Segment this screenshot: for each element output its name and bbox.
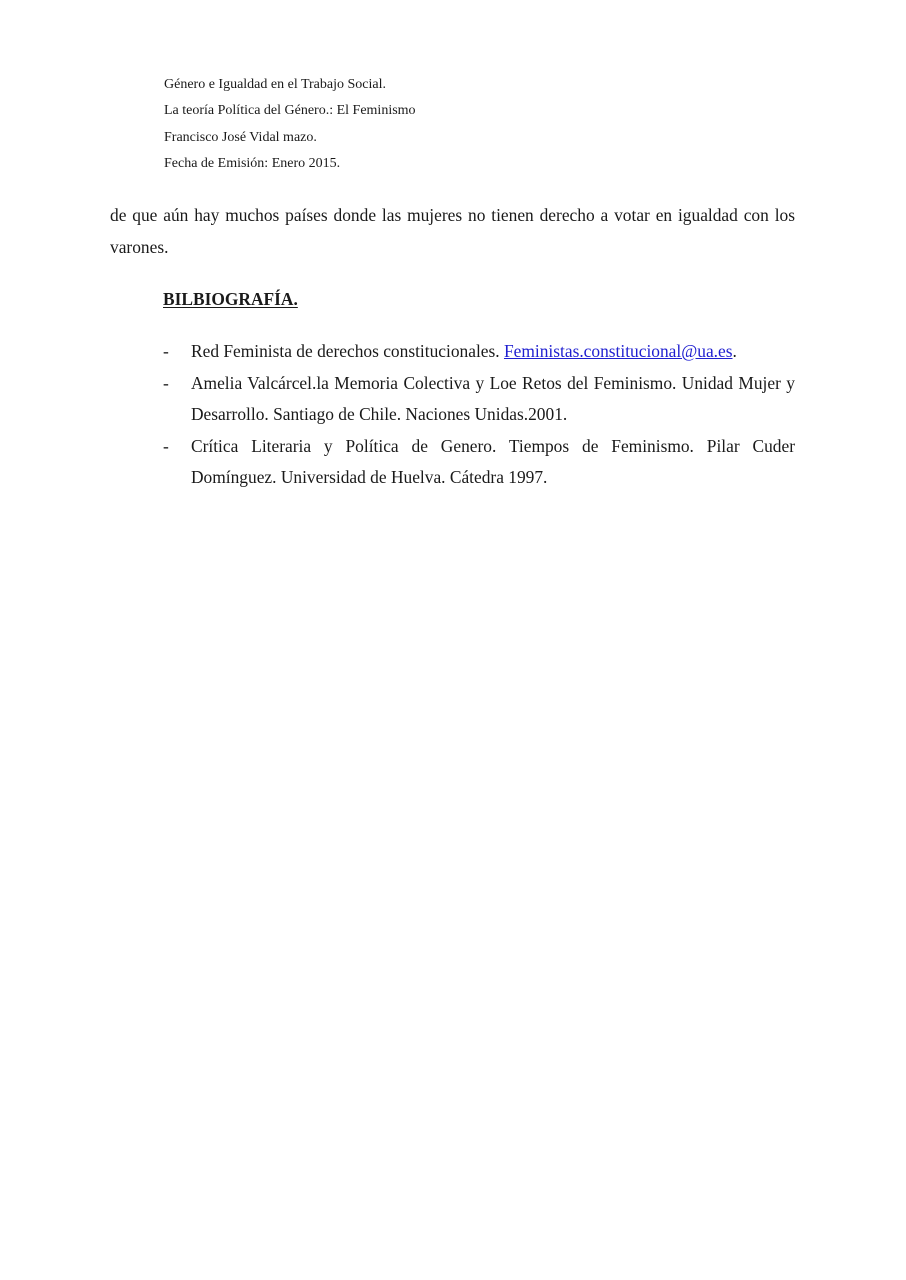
header-author: Francisco José Vidal mazo. — [164, 129, 317, 145]
header-topic: La teoría Política del Género.: El Feminismo — [164, 103, 416, 119]
bibliography-item — [163, 431, 795, 494]
bibliography-list — [163, 336, 795, 494]
bibliography-item-suffix: . — [732, 341, 737, 361]
document-header — [164, 72, 416, 177]
header-course-title: Género e Igualdad en el Trabajo Social. — [164, 77, 386, 92]
email-link[interactable]: Feministas.constitucional@ua.es — [503, 341, 733, 361]
bibliography-item-label: Red Feminista de derechos constitucionales. — [191, 341, 504, 361]
list-bullet-dash: - — [163, 341, 169, 361]
list-bullet-dash: - — [163, 372, 169, 393]
bibliography-heading: BILBIOGRAFÍA. — [163, 289, 298, 309]
header-date: Fecha de Emisión: Enero 2015. — [164, 155, 341, 171]
body-paragraph: de que aún hay muchos países donde las mujeres no tienen derecho a votar en igualdad con los varones. — [110, 205, 795, 257]
list-bullet-dash: - — [163, 435, 169, 456]
bibliography-item — [163, 336, 795, 368]
bibliography-item-text: Amelia Valcárcel.la Memoria Colectiva y Loe Retos del Feminismo. Unidad Mujer y Desarrollo. Santiago de Chile. Naciones Unidas.2001. — [191, 372, 795, 424]
bibliography-item-text — [191, 336, 795, 368]
bibliography-item — [163, 368, 795, 431]
bibliography-item-text: Crítica Literaria y Política de Genero. Tiempos de Feminismo. Pilar Cuder Domínguez. Universidad de Huelva. Cátedra 1997. — [191, 435, 795, 487]
